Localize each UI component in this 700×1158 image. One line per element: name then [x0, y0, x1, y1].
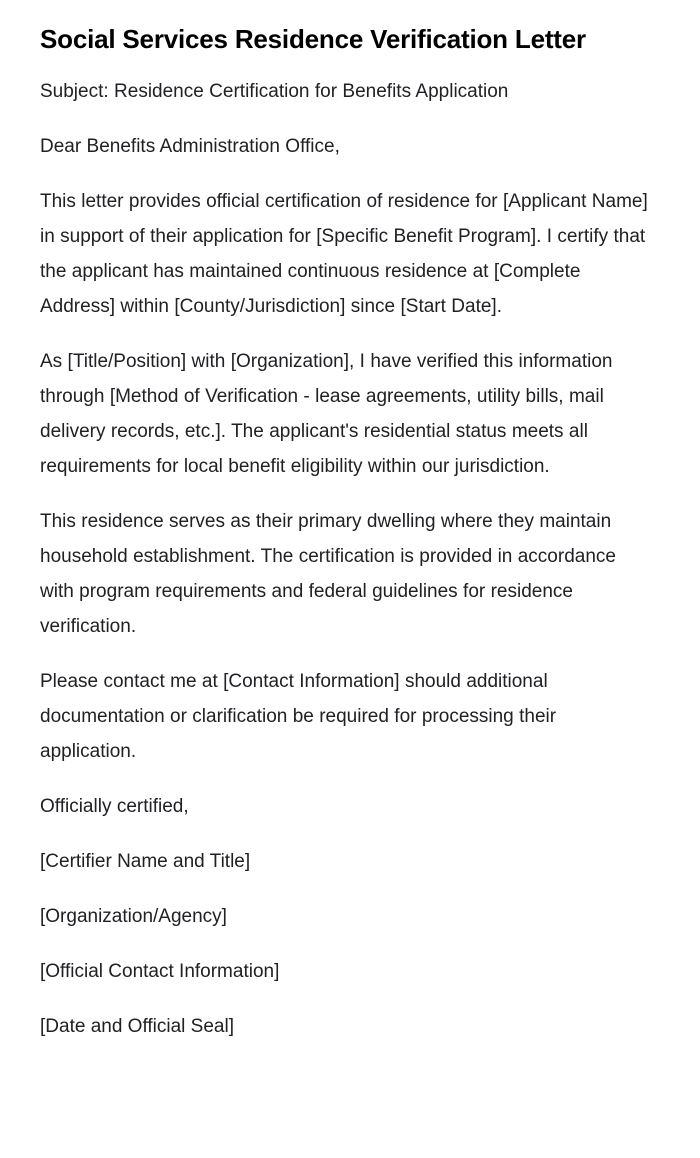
salutation: Dear Benefits Administration Office,	[40, 136, 340, 157]
body-paragraph-1: This letter provides official certification of residence for [Applicant Name] in support of their application for [Specific Benefit Program]. I certify that the applicant has maintained continuous residence at [Complete Address] within [County/Jurisdiction] since [Start Date].	[40, 191, 648, 317]
subject-line: Subject: Residence Certification for Benefits Application	[40, 81, 509, 102]
page-title: Social Services Residence Verification Letter	[40, 24, 586, 54]
body-paragraph-3: This residence serves as their primary dwelling where they maintain household establishment. The certification is provided in accordance with program requirements and federal guidelines for residence verification.	[40, 511, 616, 637]
body-paragraph-4: Please contact me at [Contact Information] should additional documentation or clarification be required for processing their application.	[40, 671, 557, 762]
signature-organization: [Organization/Agency]	[40, 906, 227, 927]
signature-date-and-seal: [Date and Official Seal]	[40, 1016, 234, 1037]
body-paragraph-2: As [Title/Position] with [Organization], I have verified this information through [Method of Verification - lease agreements, utility bills, mail delivery records, etc.]. The applicant's residential status meets all requirements for local benefit eligibility within our jurisdiction.	[40, 351, 613, 477]
signature-certifier-name: [Certifier Name and Title]	[40, 851, 251, 872]
signature-contact-information: [Official Contact Information]	[40, 961, 280, 982]
closing-line: Officially certified,	[40, 796, 189, 817]
